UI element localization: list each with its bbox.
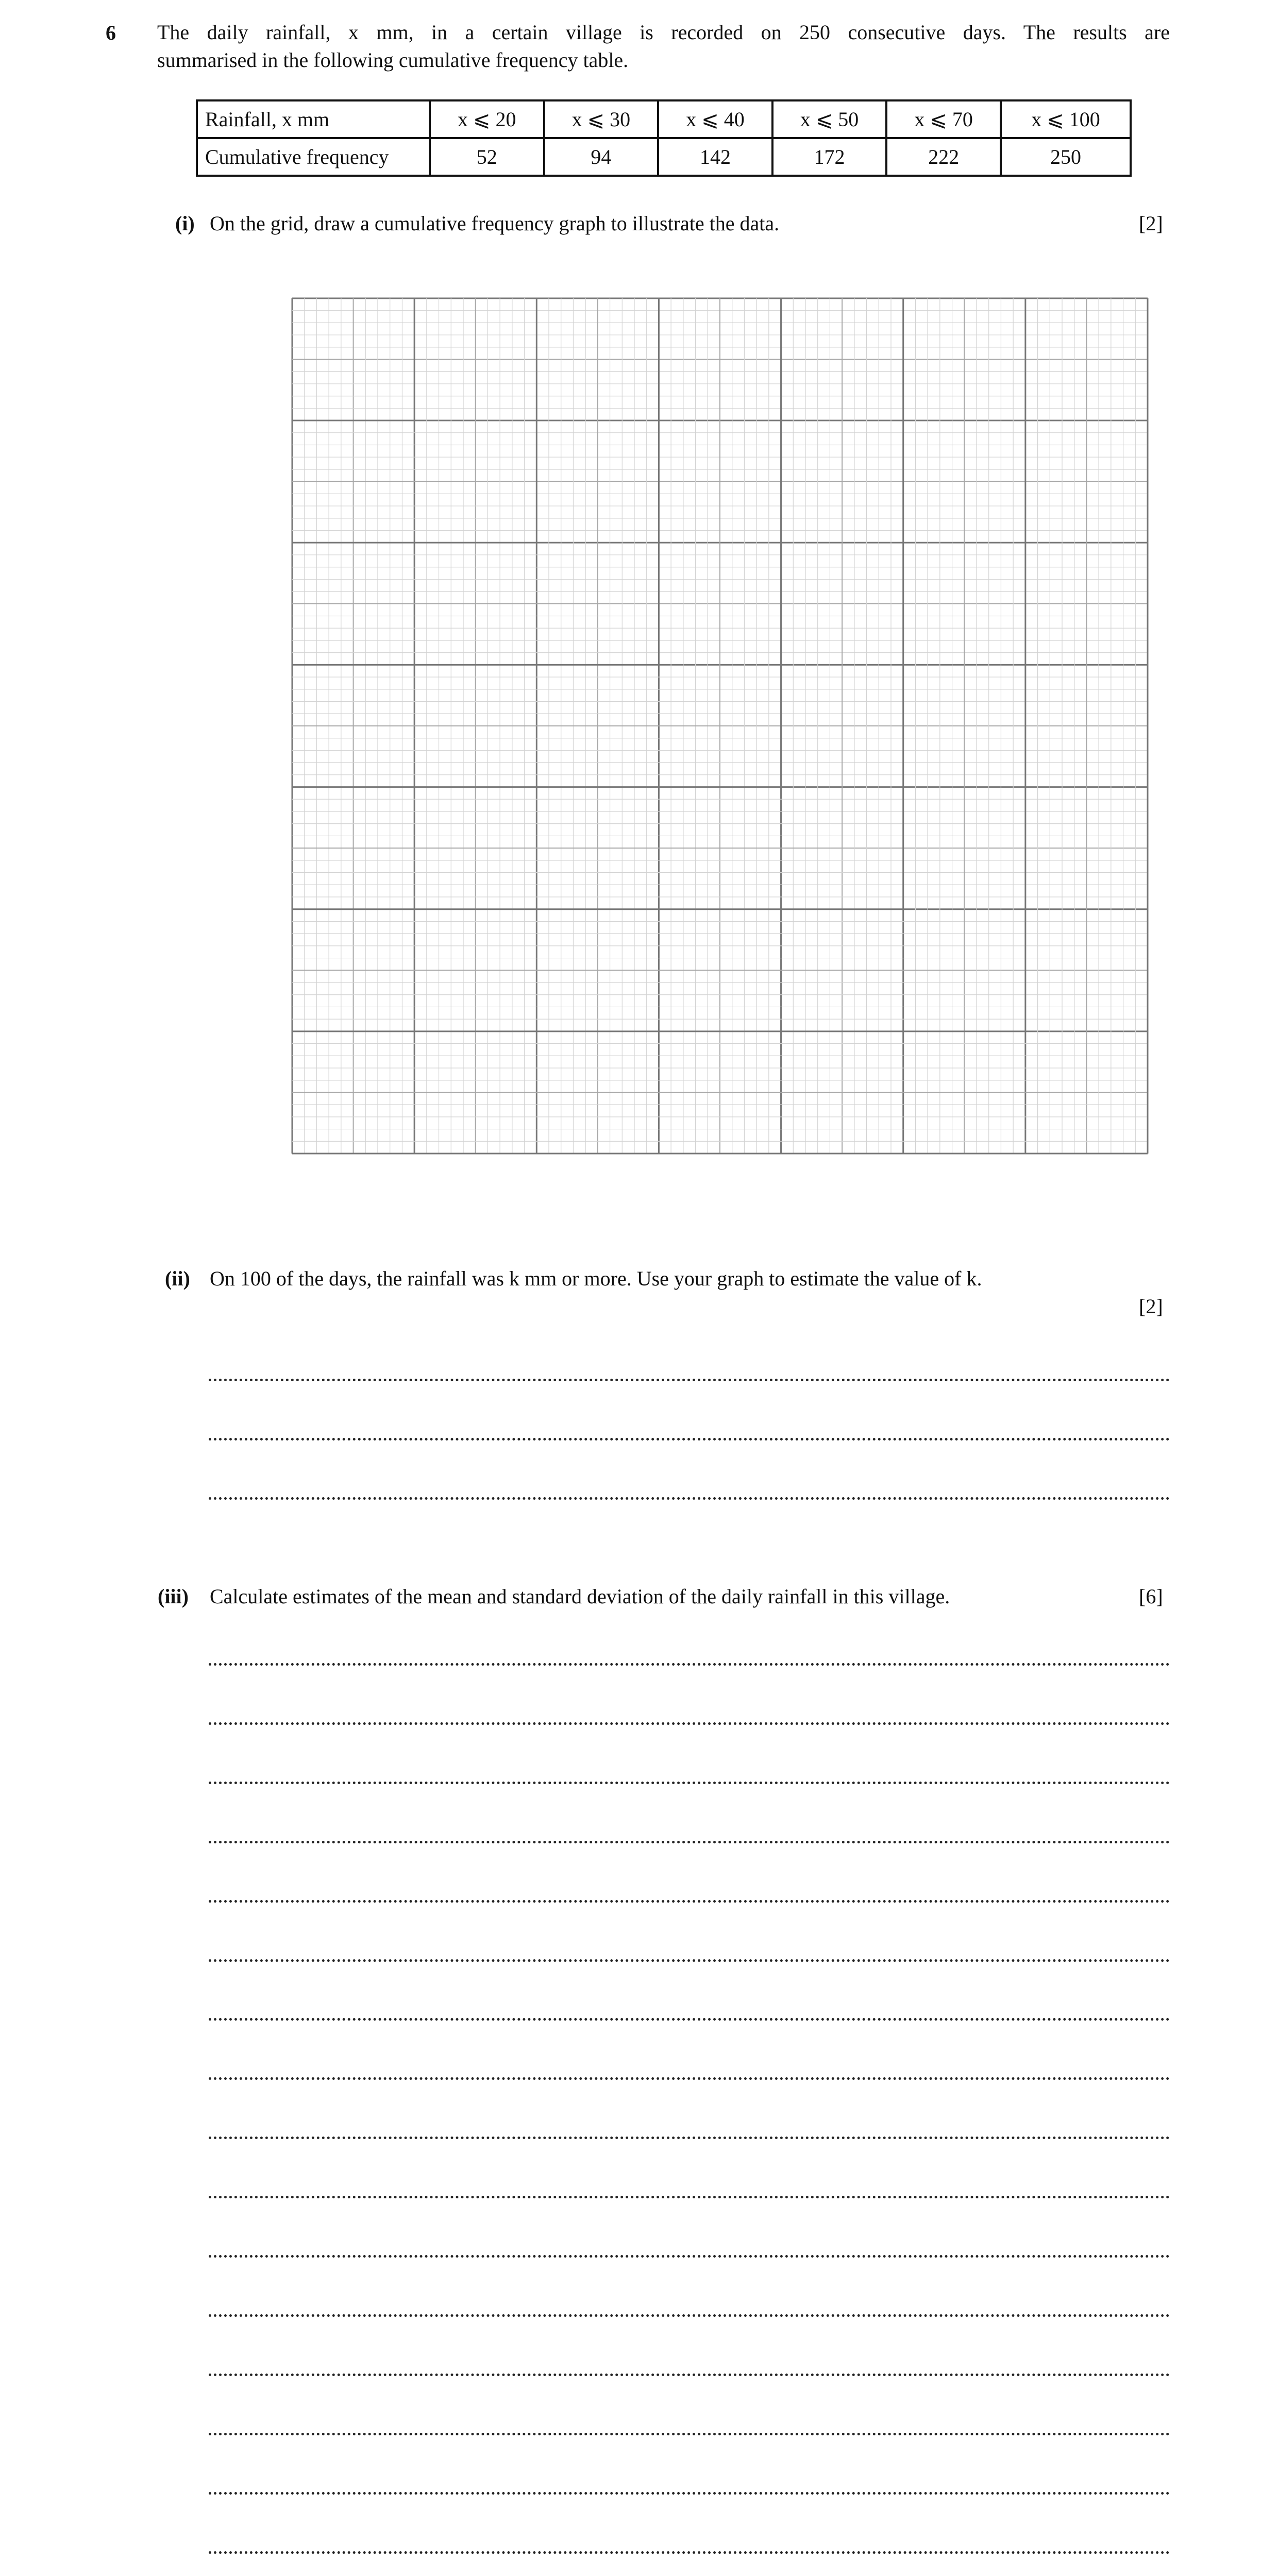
answer-line[interactable]: [209, 1722, 1170, 1725]
answer-line[interactable]: [209, 2433, 1170, 2435]
answer-line[interactable]: [209, 2374, 1170, 2376]
table-column-header: x ⩽ 100: [1001, 100, 1131, 138]
table-row-header: Cumulative frequency: [197, 138, 430, 176]
table-row-frequency: [197, 138, 1131, 176]
table-column-header: x ⩽ 30: [544, 100, 659, 138]
answer-line[interactable]: [209, 1379, 1170, 1381]
answer-line[interactable]: [209, 2551, 1170, 2554]
table-column-header: x ⩽ 70: [886, 100, 1001, 138]
table-row-rainfall: [197, 100, 1131, 138]
answer-line[interactable]: [209, 2018, 1170, 2021]
part-iii-marks: [6]: [1139, 1585, 1163, 1608]
answer-line[interactable]: [209, 2137, 1170, 2139]
answer-line[interactable]: [209, 1438, 1170, 1440]
part-i-text: On the grid, draw a cumulative frequency graph to illustrate the data.: [210, 212, 780, 235]
part-iii-label: (iii): [158, 1585, 189, 1608]
question-stem-line-2: summarised in the following cumulative frequency table.: [157, 48, 629, 72]
answer-line[interactable]: [209, 2196, 1170, 2198]
table-row-header: Rainfall, x mm: [197, 100, 430, 138]
question-stem: [157, 19, 1170, 74]
answer-line[interactable]: [209, 1900, 1170, 1903]
part-iii-text: Calculate estimates of the mean and standard deviation of the daily rainfall in this village.: [210, 1585, 950, 1608]
graph-grid[interactable]: [291, 297, 1149, 1155]
graph-grid-svg: [291, 297, 1149, 1155]
answer-line[interactable]: [209, 2255, 1170, 2258]
table-cell: 250: [1001, 138, 1131, 176]
answer-line[interactable]: [209, 1782, 1170, 1784]
question-stem-line-1: The daily rainfall, x mm, in a certain village is recorded on 250 consecutive days. The results are: [157, 21, 1170, 44]
table-cell: 172: [772, 138, 887, 176]
answer-line[interactable]: [209, 2314, 1170, 2317]
answer-line[interactable]: [209, 1959, 1170, 1962]
table-cell: 142: [658, 138, 772, 176]
answer-line[interactable]: [209, 1497, 1170, 1500]
part-i-marks: [2]: [1139, 212, 1163, 235]
part-ii-text: On 100 of the days, the rainfall was k mm or more. Use your graph to estimate the value of k.: [210, 1267, 982, 1290]
answer-line[interactable]: [209, 2077, 1170, 2080]
table-column-header: x ⩽ 20: [430, 100, 544, 138]
cumulative-frequency-table: [196, 99, 1132, 177]
part-i-label: (i): [175, 212, 195, 235]
part-ii-marks: [2]: [1139, 1295, 1163, 1318]
table-column-header: x ⩽ 40: [658, 100, 772, 138]
table-cell: 52: [430, 138, 544, 176]
table-column-header: x ⩽ 50: [772, 100, 887, 138]
table-cell: 94: [544, 138, 659, 176]
answer-line[interactable]: [209, 1841, 1170, 1843]
answer-line[interactable]: [209, 2492, 1170, 2495]
table-cell: 222: [886, 138, 1001, 176]
question-number: 6: [106, 21, 116, 44]
part-ii-label: (ii): [165, 1267, 190, 1290]
answer-line[interactable]: [209, 1663, 1170, 1666]
